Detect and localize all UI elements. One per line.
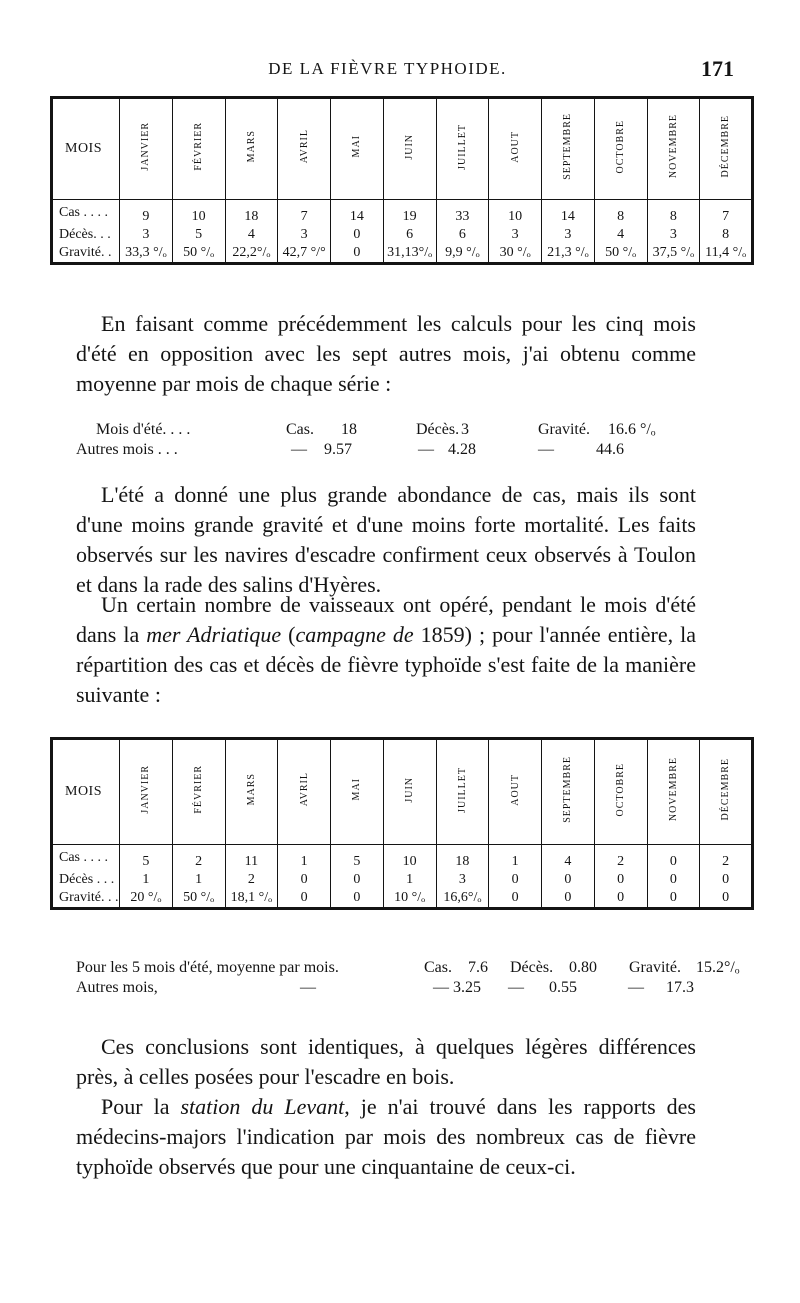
table-cell: 10: [489, 200, 542, 227]
table-cell: 8: [647, 200, 700, 227]
month-header: [120, 98, 173, 200]
month-header: [383, 739, 436, 845]
comparison-cas: 18: [341, 421, 357, 438]
table-cell: 0: [542, 889, 595, 909]
table-cell: 18: [436, 845, 489, 872]
table-row: [52, 226, 753, 244]
comparison-row: [76, 958, 740, 978]
month-header: [278, 98, 331, 200]
month-header-label: JUIN: [404, 776, 416, 803]
month-header: [383, 98, 436, 200]
month-header: [489, 98, 542, 200]
comparison-label: Autres mois,: [76, 979, 158, 996]
month-header: [700, 739, 753, 845]
table-row: [52, 845, 753, 872]
month-header-label: AVRIL: [298, 772, 310, 807]
column-header-mois: MOIS: [52, 739, 120, 845]
month-header-label: MAI: [351, 135, 363, 158]
table-cell: 14: [542, 200, 595, 227]
table-cell: 0: [278, 889, 331, 909]
page-number: 171: [701, 56, 734, 81]
comparison-deces-label: —: [418, 441, 434, 458]
month-header: [542, 739, 595, 845]
month-header: [700, 98, 753, 200]
month-header: [489, 739, 542, 845]
table-cell: 0: [647, 845, 700, 872]
month-header: [436, 98, 489, 200]
month-header: [172, 98, 225, 200]
column-header-mois: MOIS: [52, 98, 120, 200]
table-cell: 11: [225, 845, 278, 872]
adriatic-text-after: 1859) ; pour l'année entière, la répartition des cas et décès de fièvre typhoïde s'est faite de la manière suivante :: [76, 622, 696, 707]
comparison-deces: 4.28: [448, 441, 476, 458]
comparison-gravite-label: —: [628, 979, 644, 996]
table-cell: 50 °/ₒ: [172, 244, 225, 264]
table-cell: 50 °/ₒ: [172, 889, 225, 909]
table-cell: 5: [331, 845, 384, 872]
table-cell: 0: [489, 889, 542, 909]
table-cell: 4: [225, 226, 278, 244]
comparison-gravite-label: Gravité.: [629, 959, 681, 976]
table-cell: 37,5 °/ₒ: [647, 244, 700, 264]
paragraph-levant: [76, 1092, 696, 1182]
table-cell: 22,2°/ₒ: [225, 244, 278, 264]
month-header-label: MAI: [351, 778, 363, 801]
paragraph-conclusions: Ces conclusions sont identiques, à quelques légères différences près, à celles posées pour l'escadre en bois.: [76, 1034, 696, 1089]
table-cell: 31,13°/ₒ: [383, 244, 436, 264]
comparison-cas-label: —: [300, 979, 316, 996]
month-header-label: SEPTEMBRE: [562, 756, 574, 823]
table-cell: 5: [172, 226, 225, 244]
adriatic-text-before: Un certain nombre de vaisseaux ont opéré, pendant le mois d'été dans la: [76, 592, 696, 647]
month-header: [172, 739, 225, 845]
comparison-label: Pour les 5 mois d'été, moyenne par mois.: [76, 959, 339, 976]
comparison-deces-label: Décès.: [416, 421, 460, 438]
table-cell: 33,3 °/ₒ: [120, 244, 173, 264]
month-header-label: OCTOBRE: [615, 762, 627, 817]
month-header: [278, 739, 331, 845]
month-header-label: JANVIER: [140, 122, 152, 171]
table-cell: 6: [436, 226, 489, 244]
comparison-gravite: 16.6 °/ₒ: [608, 421, 656, 438]
row-label: Cas . . . .: [59, 850, 108, 865]
table-cell: 0: [700, 871, 753, 889]
table-row: [52, 200, 753, 227]
table-row: [52, 244, 753, 264]
table-cell: 3: [278, 226, 331, 244]
month-header-label: DÉCEMBRE: [720, 758, 732, 821]
table-cell: 10: [383, 845, 436, 872]
table-cell: 20 °/ₒ: [120, 889, 173, 909]
table-cell: 4: [594, 226, 647, 244]
comparison-gravite: 17.3: [666, 979, 694, 996]
month-header-label: AVRIL: [298, 129, 310, 164]
comparison-row: [76, 420, 716, 440]
month-header-label: DÉCEMBRE: [720, 115, 732, 178]
comparison-deces-label: —: [508, 979, 524, 996]
table-cell: 7: [278, 200, 331, 227]
month-header: [331, 98, 384, 200]
comparison-cas-label: Cas.: [424, 959, 452, 976]
table-cell: 1: [172, 871, 225, 889]
comparison-deces: 0.55: [549, 979, 577, 996]
comparison-deces-label: Décès.: [510, 959, 554, 976]
month-header: [647, 739, 700, 845]
month-header-label: JANVIER: [140, 765, 152, 814]
comparison-row: [76, 978, 716, 998]
table-cell: 21,3 °/ₒ: [542, 244, 595, 264]
adriatic-text-middle: (: [281, 622, 296, 647]
month-header: [594, 739, 647, 845]
table-cell: 11,4 °/ₒ: [700, 244, 753, 264]
row-label: Gravité. .: [59, 245, 112, 260]
table-cell: 3: [647, 226, 700, 244]
table-cell: 3: [489, 226, 542, 244]
table-cell: 0: [331, 871, 384, 889]
table-cell: 0: [331, 244, 384, 264]
table-cell: 0: [594, 889, 647, 909]
table-row: [52, 871, 753, 889]
table-cell: 0: [542, 871, 595, 889]
table-cell: 0: [331, 889, 384, 909]
paragraph-summer-observation: L'été a donné une plus grande abondance de cas, mais ils sont d'une moins grande gravité et d'une moins forte mortalité. Les faits observés sur les navires d'escadre confirment ceux observés à Toulon et dans la rade des salins d'Hyères.: [76, 482, 696, 597]
table-cell: 1: [489, 845, 542, 872]
paragraph-adriatic: [76, 590, 696, 710]
table-cell: 1: [120, 871, 173, 889]
monthly-cases-table-2: [50, 737, 754, 910]
table-cell: 50 °/ₒ: [594, 244, 647, 264]
table-cell: 5: [120, 845, 173, 872]
levant-italic-station: station du Levant: [180, 1094, 345, 1119]
table-cell: 2: [225, 871, 278, 889]
month-header-label: NOVEMBRE: [667, 114, 679, 179]
month-header: [331, 739, 384, 845]
table-cell: 14: [331, 200, 384, 227]
comparison-cas: 9.57: [324, 441, 352, 458]
header-row: [52, 98, 753, 200]
row-label: Décès. . .: [59, 227, 111, 242]
table-cell: 0: [700, 889, 753, 909]
month-header-label: OCTOBRE: [615, 119, 627, 174]
month-header-label: MARS: [245, 773, 257, 806]
comparison-gravite-label: Gravité.: [538, 421, 590, 438]
month-header: [647, 98, 700, 200]
month-header-label: AOUT: [509, 773, 521, 806]
table-cell: 9,9 °/ₒ: [436, 244, 489, 264]
month-header-label: FÉVRIER: [193, 765, 205, 814]
comparison-gravite-label: —: [538, 441, 554, 458]
table-cell: 0: [489, 871, 542, 889]
comparison-gravite: 15.2°/ₒ: [696, 959, 740, 976]
table-cell: 8: [700, 226, 753, 244]
table-cell: 3: [542, 226, 595, 244]
table-cell: 6: [383, 226, 436, 244]
adriatic-italic-sea: mer Adriatique: [146, 622, 282, 647]
table-cell: 2: [594, 845, 647, 872]
month-header-label: FÉVRIER: [193, 122, 205, 171]
table-cell: 1: [278, 845, 331, 872]
table-cell: 0: [647, 871, 700, 889]
month-header: [594, 98, 647, 200]
table-cell: 42,7 °/°: [278, 244, 331, 264]
comparison-deces: 0.80: [569, 959, 597, 976]
table-cell: 3: [120, 226, 173, 244]
comparison-cas: 7.6: [468, 959, 488, 976]
header-row: [52, 739, 753, 845]
month-header: [225, 739, 278, 845]
table-cell: 8: [594, 200, 647, 227]
month-header: [225, 98, 278, 200]
month-header-label: JUILLET: [456, 123, 468, 170]
table-cell: 1: [383, 871, 436, 889]
table-cell: 10: [172, 200, 225, 227]
running-title: DE LA FIÈVRE TYPHOIDE.: [268, 59, 507, 78]
comparison-deces: 3: [461, 421, 469, 438]
row-label: Cas . . . .: [59, 205, 108, 220]
month-header-label: AOUT: [509, 130, 521, 163]
month-header: [120, 739, 173, 845]
table-cell: 4: [542, 845, 595, 872]
table-cell: 2: [172, 845, 225, 872]
running-head: [0, 55, 800, 85]
paragraph-averages-intro: En faisant comme précédemment les calculs pour les cinq mois d'été en opposition avec les sept autres mois, j'ai obtenu comme moyenne par mois de chaque série :: [76, 311, 696, 396]
table-cell: 0: [331, 226, 384, 244]
levant-text-after: , je n'ai trouvé dans les rapports des médecins-majors l'indication par mois des nombreux cas de fièvre typhoïde observés que pour une cinquantaine de ceux-ci.: [76, 1094, 696, 1179]
comparison-label: Mois d'été. . . .: [96, 421, 191, 438]
comparison-row: [76, 440, 716, 460]
comparison-cas: — 3.25: [433, 979, 481, 996]
table-cell: 0: [594, 871, 647, 889]
table-cell: 33: [436, 200, 489, 227]
comparison-gravite: 44.6: [596, 441, 624, 458]
month-header: [542, 98, 595, 200]
monthly-cases-table-1: [50, 96, 754, 265]
adriatic-italic-campaign: campagne de: [295, 622, 414, 647]
table-cell: 18,1 °/ₒ: [225, 889, 278, 909]
comparison-cas-label: —: [291, 441, 307, 458]
month-header: [436, 739, 489, 845]
month-header-label: JUILLET: [456, 766, 468, 813]
levant-text-before: Pour la: [101, 1094, 181, 1119]
comparison-block-2: [76, 958, 740, 998]
row-label: Gravité. . .: [59, 890, 119, 905]
month-header-label: SEPTEMBRE: [562, 113, 574, 180]
table-cell: 18: [225, 200, 278, 227]
month-header-label: MARS: [245, 130, 257, 163]
table-cell: 0: [278, 871, 331, 889]
table-cell: 19: [383, 200, 436, 227]
month-header-label: NOVEMBRE: [667, 757, 679, 822]
table-cell: 0: [647, 889, 700, 909]
table-cell: 2: [700, 845, 753, 872]
comparison-label: Autres mois . . .: [76, 441, 178, 458]
row-label: Décès . . .: [59, 872, 115, 887]
table-cell: 30 °/ₒ: [489, 244, 542, 264]
table-cell: 16,6°/ₒ: [436, 889, 489, 909]
table-cell: 3: [436, 871, 489, 889]
month-header-label: JUIN: [404, 133, 416, 160]
table-cell: 10 °/ₒ: [383, 889, 436, 909]
table-cell: 9: [120, 200, 173, 227]
comparison-cas-label: Cas.: [286, 421, 314, 438]
table-cell: 7: [700, 200, 753, 227]
comparison-block-1: [76, 420, 716, 460]
table-row: [52, 889, 753, 909]
